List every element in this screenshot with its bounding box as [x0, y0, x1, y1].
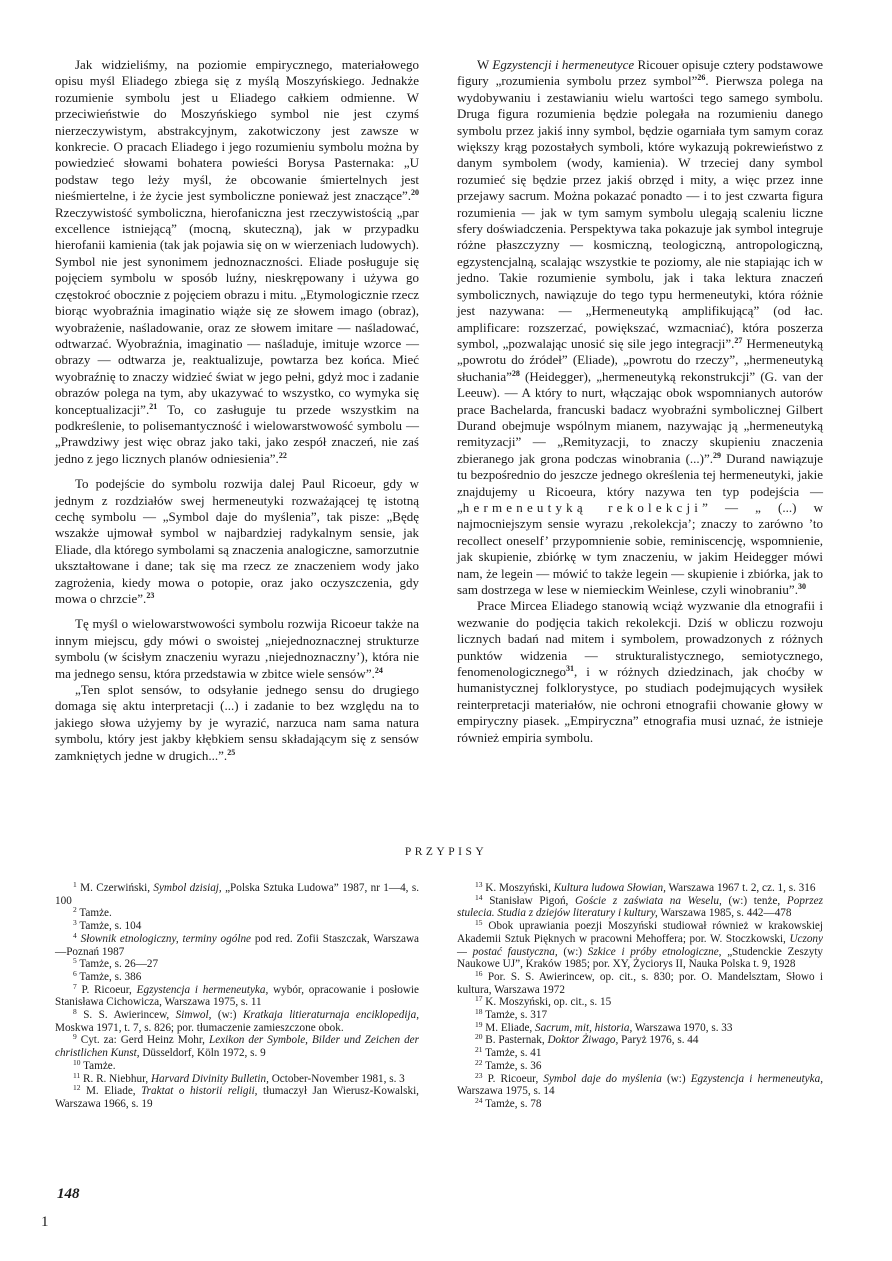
footnote-number: 17 — [475, 994, 483, 1004]
text-run: Düsseldorf, Köln 1972, s. 9 — [139, 1047, 266, 1060]
text-run: Obok uprawiania poezji Moszyński studiował również w krakowskiej Akademii Sztuk Pięknych w pracowni Mehoffera; por. W. Stoczkowski, — [457, 920, 823, 945]
footnote-number: 4 — [73, 930, 77, 940]
text-run: Warszawa 1975, s. 14 — [457, 1085, 555, 1098]
footnote-number: 15 — [475, 918, 483, 928]
footnote-number: 23 — [475, 1070, 483, 1080]
text-run: M. Eliade, — [80, 1085, 142, 1098]
text-run: Poprzez stulecia. Studia z dziejów literatury i kultury, — [457, 894, 823, 920]
footnote — [457, 1034, 823, 1047]
text-run: Egzystencja i hermeneutyka, — [136, 983, 269, 996]
text-run: Tamże, s. 104 — [76, 920, 142, 933]
text-run: Tamże, s. 41 — [482, 1047, 542, 1060]
footnote — [55, 930, 419, 958]
footnote-reference[interactable]: 20 — [411, 188, 419, 198]
text-run: ” — „ (...) w najmocniejszym sensie wyrazu ‚rekolekcja’; znaczy to zarówno ’to recollect oneself’ przypomnienie sobie, reminiscencję, wspomnienie, jak skupienie, zbiórkę w tym znaczeniu, w jakim Heidegger mówi nam, że legein — mówić to także legein — skupienie i zbiórka, jak to sam dostrzega w lese w niemieckim Weinlese, czyli winobraniu”. — [457, 499, 823, 597]
text-run: (w:) — [211, 1009, 243, 1022]
text-run: Kultura ludowa Słowian, — [553, 882, 666, 894]
text-run: Tamże, s. 26—27 — [76, 958, 159, 971]
footnote — [55, 882, 419, 907]
footnote-number: 13 — [475, 880, 483, 889]
footnote — [55, 907, 419, 920]
text-run: Jak widzieliśmy, na poziomie empirycznego, materiałowego opisu myśl Eliadego zbiega się z myślą Moszyńskiego. Jednakże rozumienie symbolu jest u Eliadego całkiem odmienne. W przeciwieństwie do Moszyńskiego symbol nie jest czymś nierzeczywistym, abstrakcyjnym, zakotwiczony jest zawsze w konkrecie. O pracach Eliadego i jego rozumieniu symbolu można by powiedzieć słowami bohatera powieści Borysa Pasternaka: „U podstaw tego leży myśl, że obcowanie śmiertelnych jest nieśmiertelne, i że życie jest symboliczne ponieważ jest znaczące”. — [55, 57, 419, 204]
text-run: Warszawa 1985, s. 442—478 — [657, 907, 792, 920]
footnote-reference[interactable]: 29 — [713, 450, 722, 460]
text-run: Sacrum, mit, historia, — [535, 1021, 633, 1034]
text-run: (Heidegger), „hermeneutyką rekonstrukcji” (G. van der Leeuw). — A który to nurt, włączając obok wspomnianych autorów prace Bachelarda, francuski badacz wyobraźni symbolicznej Gilbert Durand obejmuje wspólnym mianem, nazywając ją „hermeneutyką remityzacji” — „Remityzacji, to znaczy skupieniu znaczenia zbieranego jak grona podczas winobrania (...)”. — [457, 368, 823, 466]
footnote-number: 3 — [73, 918, 77, 928]
footnote — [457, 1019, 823, 1035]
text-run: Tamże, s. 36 — [482, 1059, 542, 1072]
footnote-reference[interactable]: 27 — [734, 335, 743, 345]
footnote-number: 2 — [73, 905, 77, 915]
text-run: „Polska Sztuka Ludowa” 1987, nr 1—4, s. 100 — [55, 882, 419, 907]
text-run: Simwol, — [175, 1009, 212, 1022]
text-run: M. Eliade, — [482, 1021, 536, 1034]
text-run: K. Moszyński, — [482, 882, 554, 894]
footnote-number: 11 — [73, 1070, 81, 1080]
footnote-number: 20 — [475, 1032, 483, 1042]
footnote — [457, 1070, 824, 1098]
text-run: S. S. Awierincew, — [76, 1009, 176, 1022]
scan-margin-mark: 1 — [41, 1214, 49, 1230]
left-text-column — [55, 57, 419, 764]
footnote — [457, 920, 823, 971]
text-run: B. Pasternak, — [482, 1034, 548, 1047]
text-run: hermeneutyką rekolekcji — [462, 499, 703, 515]
footnote-number: 16 — [475, 968, 483, 978]
footnote — [55, 968, 419, 984]
text-run: Tamże, s. 317 — [482, 1009, 548, 1022]
footnote-reference[interactable]: 26 — [697, 73, 706, 83]
paragraph — [55, 57, 419, 467]
footnote — [457, 882, 823, 895]
text-run: Harvard Divinity Bulletin, — [150, 1072, 269, 1085]
text-run: Tamże, s. 386 — [76, 970, 142, 983]
text-run: Lexikon der Symbole, Bilder und Zeichen der christlichen Kunst, — [55, 1034, 419, 1060]
footnote — [457, 1057, 823, 1073]
text-run: pod red. Zofii Staszczak, Warszawa—Poznań 1987 — [55, 932, 419, 958]
text-run: Słownik etnologiczny, terminy ogólne — [80, 932, 252, 945]
text-run: wybór, opracowanie i posłowie Stanisława Cichowicza, Warszawa 1975, s. 11 — [55, 983, 420, 1009]
footnote — [457, 1009, 823, 1022]
footnote-number: 18 — [475, 1007, 483, 1017]
text-run: P. Ricoeur, — [76, 983, 137, 996]
text-run: October-November 1981, s. 3 — [268, 1072, 405, 1085]
page-number: 148 — [57, 1186, 80, 1202]
footnote — [457, 996, 823, 1009]
paragraph — [457, 57, 823, 598]
text-run: (w:) — [661, 1072, 691, 1085]
text-run: Cyt. za: Gerd Heinz Mohr, — [76, 1034, 209, 1047]
footnote — [55, 1070, 419, 1086]
footnotes-right-column — [457, 882, 823, 1111]
text-run: Tamże. — [80, 1059, 116, 1072]
text-run: K. Moszyński, op. cit., s. 15 — [482, 996, 612, 1009]
text-run: Paryż 1976, s. 44 — [618, 1034, 699, 1047]
text-run: Por. S. S. Awierincew, op. cit., s. 830; por. O. Mandelsztam, Słowo i kultura, Warszawa 1972 — [457, 970, 823, 996]
text-run: Tamże, s. 78 — [482, 1097, 542, 1110]
footnote — [55, 958, 419, 971]
paragraph — [55, 616, 419, 682]
footnote-number: 1 — [73, 880, 77, 889]
footnote — [457, 1047, 823, 1060]
text-run: Traktat o historii religii, — [141, 1085, 258, 1098]
text-run: , i w różnych dziedzinach, jak choćby w humanistycznej folklorystyce, po studiach podejmujących wysiłek reinterpretacji materiałów, nie ochroni etnografii chowanie głowy w empiryczny piasek. „Empiryczna” etnografia musi uznać, że istnieje również empiria symbolu. — [457, 664, 823, 745]
footnote — [55, 1085, 419, 1110]
text-run: R. R. Niebhur, — [80, 1072, 151, 1085]
footnote — [457, 892, 823, 920]
footnote-reference[interactable]: 22 — [278, 450, 287, 460]
text-run: Moskwa 1971, t. 7, s. 826; por. tłumaczenie zamieszczone obok. — [55, 1021, 344, 1034]
text-run: „Studenckie Zeszyty Naukowe UJ”, Kraków 1985; por. XY, Życiorys II, Nauka Polska t. 9, 1928 — [457, 945, 824, 971]
footnote-number: 10 — [73, 1057, 81, 1067]
text-run: Szkice i próby etnologiczne, — [587, 945, 722, 958]
text-run: „Ten splot sensów, to odsyłanie jednego sensu do drugiego domaga się aktu interpretacji (...) i zadanie to bez względu na to jakiego słowa użyjemy by je wyrazić, narzuca nam sama natura symbolu, który jest jakby kłębkiem sensu składającym się z sensów zamkniętych jedne w drugich...”. — [55, 682, 419, 763]
footnotes-heading: PRZYPISY — [404, 846, 488, 858]
footnote — [457, 1095, 823, 1111]
text-run: Symbol daje do myślenia — [543, 1072, 662, 1085]
footnote — [55, 920, 419, 933]
footnote — [55, 1009, 419, 1034]
footnote-number: 8 — [73, 1007, 77, 1017]
footnote-reference[interactable]: 25 — [227, 747, 236, 757]
text-run: Rzeczywistość symboliczna, hierofaniczna jest rzeczywistością „par excellence istniejącą” (mocną, skuteczną), jak w przypadku hierofanii kamienia (tak jak pojawia się on w wierzeniach ludowych). Symbol nie jest synonimem jednoznaczności. Eliade posługuje się pojęciem symbolu w sposób luźny, nieskrępowany i używa go częstokroć obocznie z pojęciem obrazu i mitu. „Etymologicznie rzecz biorąc wyobraźnia imaginatio wiąże się ze słowem imago (obraz), wyobrażenie, naśladowanie, oraz ze słowem imitare — naśladować, odtwarzać. Wyobraźnia, imaginatio — naśladuje, imituje wzorce — obrazy — odtwarza je, reaktualizuje, powtarza bez końca. Mieć wyobraźnię to znaczy widzieć świat w jego pełni, gdyż moc i zadanie obrazów polega na tym, aby ukazywać to wszystko, co wymyka się konceptualizacji”. — [55, 204, 419, 417]
footnote-reference[interactable]: 21 — [149, 401, 158, 411]
paragraph — [457, 598, 823, 746]
footnote — [457, 968, 823, 996]
text-run: Ricouer opisuje cztery podstawowe figury „rozumienia symbolu przez symbol” — [457, 57, 823, 89]
right-text-column — [457, 57, 823, 746]
footnote-number: 6 — [73, 968, 77, 978]
footnote-number: 24 — [475, 1095, 483, 1105]
text-run: Egzystencja i hermeneutyka, — [690, 1072, 824, 1085]
text-run: Egzystencji i hermeneutyce — [492, 57, 635, 72]
footnote-reference[interactable]: 31 — [566, 664, 575, 674]
text-run: To podejście do symbolu rozwija dalej Paul Ricoeur, gdy w jednym z rozdziałów swej hermeneutyki rozważającej tę istotną cechę symbolu — „Symbol daje do myślenia”, tak pisze: „Będę wszakże ujmował symbol w najbardziej radykalnym sensie, jak Eliade, dla którego symbolami są znaczenia analogiczne, samorzutnie ukształtowane i dane; tak się ma rzecz ze znaczeniem wody jako zagrożenia, kiedy mowa o potopie, oraz jako oczyszczenia, gdy mowa o chrzcie”. — [55, 476, 419, 606]
text-run: . Pierwsza polega na wydobywaniu i zestawianiu wielu wartości tego samego symbolu. Druga figura rozumienia będzie polegała na rozumieniu danego symbolu przez jakiś inny symbol, będzie ogarniała tym samym coraz większy krąg pozostałych symboli, które wykazują pokrewieństwo z danym symbolem (wody, kamienia). W trzeciej dany symbol rozumieć się będzie przez jakiś obrzęd i mity, a więc przez inne przejawy sacrum. Można pokazać ponadto — i to jest czwarta figura rozumienia — jak w tym samym symbolu ulegają scaleniu liczne sfery doświadczenia. Perspektywa taka pokazuje jak symbol integruje różne płaszczyzny — kosmiczną, teologiczną, antropologiczną, egzystencjalną, scalając wszystkie te poziomy, ale nie stapiając ich w jedno. Takie rozumienie symbolu, jak i taka lektura znaczeń symbolicznych, nawiązuje do tego typu hermeneutyki, która różnie jest nazywana: — „Hermeneutyką amplifikującą” (od łac. amplificare: rozszerzać, powiększać, wzmacniać), która poszerza symbol, „pozwalając unosić się sile jego integracji”. — [457, 73, 823, 351]
footnote — [55, 1057, 419, 1073]
footnote-number: 21 — [475, 1045, 483, 1055]
footnote — [55, 981, 420, 1009]
text-run: Prace Mircea Eliadego stanowią wciąż wyzwanie dla etnografii i wezwanie do podjęcia takich rekolekcji. Dziś w obliczu rozwoju licznych badań nad mitem i symbolem, prowadzonych z różnych punktów widzenia — strukturalistycznego, semiotycznego, fenomenologicznego — [457, 598, 823, 680]
text-run: Kratkaja litieraturnaja enciklopedija, — [242, 1009, 419, 1022]
text-run: (w:) — [557, 945, 588, 958]
text-run: (w:) tenże, — [721, 894, 787, 907]
text-run: W — [477, 57, 493, 72]
text-run: P. Ricoeur, — [482, 1072, 544, 1085]
text-run: To, co zasługuje tu przede wszystkim na podkreślenie, to polisemantyczność i wielowarstwowość symbolu — „Prawdziwy jest więc obraz jako taki, jako zespół znaczeń, nie zaś jedno z jego licznych planów odniesienia”. — [55, 401, 419, 466]
paragraph — [55, 682, 419, 764]
footnote-reference[interactable]: 30 — [797, 582, 806, 591]
footnote-number: 22 — [475, 1057, 483, 1067]
text-run: M. Czerwiński, — [76, 882, 154, 894]
footnote-number: 7 — [73, 981, 77, 991]
paragraph — [55, 476, 419, 607]
text-run: tłumaczył Jan Wierusz-Kowalski, Warszawa 1966, s. 19 — [55, 1085, 419, 1110]
text-run: Tamże. — [76, 907, 112, 920]
footnote-reference[interactable]: 23 — [146, 591, 155, 600]
text-run: Goście z zaświata na Weselu, — [575, 894, 722, 907]
text-run: Stanisław Pigoń, — [482, 894, 576, 907]
text-run: Durand nawiązuje tu bezpośrednio do jeszcze jednego określenia tej hermeneutyki, jakie znajdujemy u Ricoeura, który nazywa ten typ podejścia — „ — [457, 450, 824, 515]
footnote-reference[interactable]: 24 — [374, 665, 383, 675]
footnote-number: 12 — [73, 1083, 81, 1093]
text-run: Doktor Żiwago, — [547, 1034, 619, 1047]
text-run: Warszawa 1970, s. 33 — [632, 1021, 733, 1034]
footnote-number: 14 — [475, 892, 483, 902]
footnote — [55, 1034, 419, 1059]
text-run: Hermeneutyką „powrotu do źródeł” (Eliade), „powrotu do rzeczy”, „hermeneutyką słuchania” — [457, 335, 823, 384]
footnote-reference[interactable]: 28 — [511, 368, 520, 378]
footnotes-left-column — [55, 882, 419, 1111]
footnote-number: 9 — [73, 1032, 77, 1042]
text-run: Symbol dzisiaj, — [153, 882, 222, 894]
footnote-number: 5 — [73, 956, 77, 966]
text-run: Warszawa 1967 t. 2, cz. 1, s. 316 — [665, 882, 816, 894]
footnote-number: 19 — [475, 1019, 483, 1029]
text-run: Uczony — postać faustyczna, — [457, 932, 823, 958]
text-run: Tę myśl o wielowarstwowości symbolu rozwija Ricoeur także na innym miejscu, gdy mówi o swoistej „niejednoznacznej strukturze symbolu (w ścisłym znaczeniu wyrazu ‚niejednoznaczny’), która nie ma jednego sensu, która przedstawia w zbitce wiele sensów”. — [55, 616, 419, 681]
